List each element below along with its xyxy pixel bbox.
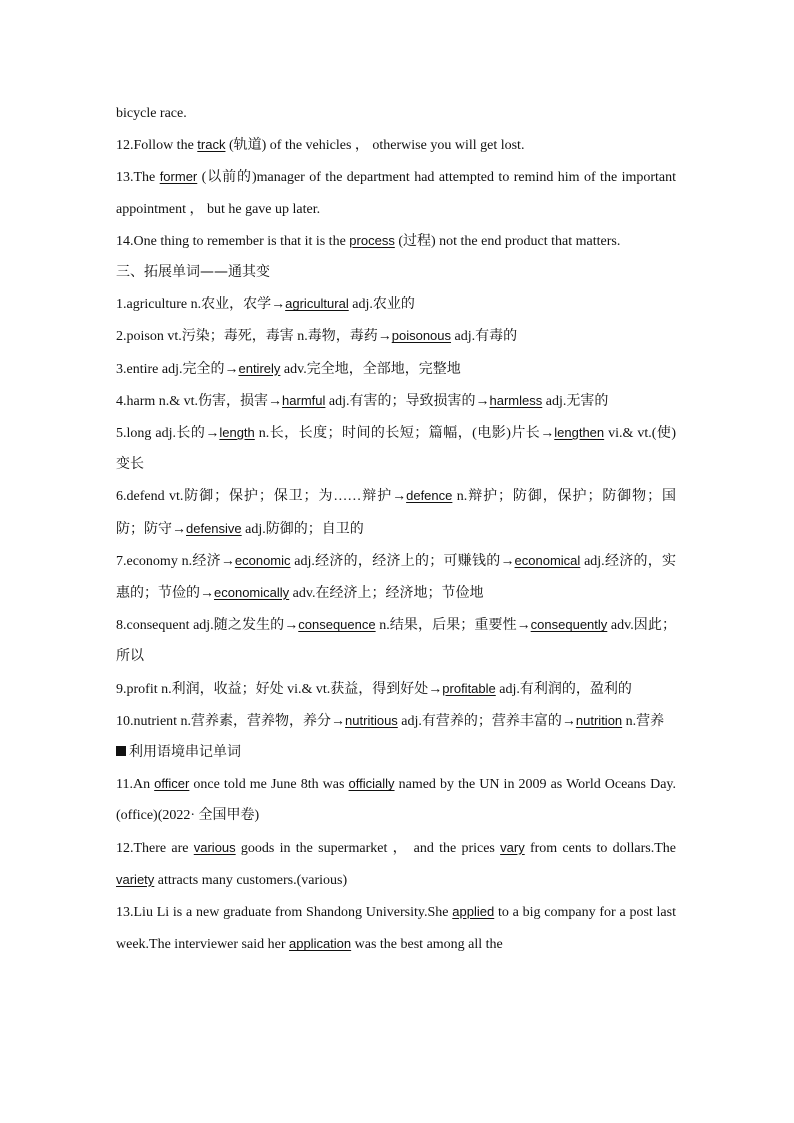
answer-blank: officer bbox=[154, 776, 190, 792]
text-segment: adj.有利润的，盈利的 bbox=[495, 681, 632, 697]
word-family-1 bbox=[116, 288, 676, 320]
text-segment: 6.defend vt.防御；保护；保卫；为……辩护→ bbox=[116, 489, 407, 505]
text-segment: (轨道) of the vehicles ， otherwise you will get lost. bbox=[225, 138, 525, 154]
section-context-words bbox=[116, 768, 676, 960]
answer-blank: officially bbox=[348, 776, 395, 792]
text-segment: 7.economy n.经济→ bbox=[116, 553, 235, 569]
section-heading-context-text: 利用语境串记单词 bbox=[129, 744, 241, 761]
context-sentence-12 bbox=[116, 832, 676, 896]
text-segment: to a big company for a post last week.The interviewer said her bbox=[116, 905, 676, 953]
text-segment: (过程) not the end product that matters. bbox=[394, 233, 621, 249]
word-family-8 bbox=[116, 609, 676, 672]
answer-blank: application bbox=[288, 936, 352, 952]
text-segment: 14.One thing to remember is that it is the bbox=[116, 233, 350, 249]
answer-blank: profitable bbox=[442, 680, 496, 696]
text-segment: adj.有营养的；营养丰富的→ bbox=[397, 713, 576, 729]
text-segment: adj.无害的 bbox=[542, 393, 609, 409]
answer-blank: economical bbox=[514, 552, 581, 568]
section-heading-context-words bbox=[116, 737, 676, 768]
context-sentence-13 bbox=[116, 896, 676, 960]
item-13-former bbox=[116, 161, 676, 224]
text-segment: from cents to dollars.The bbox=[524, 840, 676, 856]
text-segment: 5.long adj.长的→ bbox=[116, 426, 220, 442]
text-segment: 13.Liu Li is a new graduate from Shandong University.She bbox=[116, 905, 453, 921]
text-segment: 4.harm n.& vt.伤害，损害→ bbox=[116, 393, 283, 409]
text-segment: adv.完全地，全部地，完整地 bbox=[280, 361, 461, 377]
text-segment: 3.entire adj.完全的→ bbox=[116, 361, 239, 377]
text-segment: adj.农业的 bbox=[348, 297, 415, 313]
answer-blank: consequence bbox=[298, 617, 376, 633]
section-words-in-context bbox=[116, 98, 676, 257]
answer-blank: process bbox=[349, 232, 395, 248]
text-segment: 12.There are bbox=[116, 840, 194, 856]
text-segment: adj.有害的；导致损害的→ bbox=[325, 393, 490, 409]
text-segment: n.结果，后果；重要性→ bbox=[375, 618, 531, 634]
text-segment: adj.经济的，经济上的；可赚钱的→ bbox=[290, 553, 515, 569]
word-family-10 bbox=[116, 705, 676, 737]
word-family-4 bbox=[116, 385, 676, 417]
answer-blank: various bbox=[193, 839, 236, 855]
text-segment: 10.nutrient n.营养素，营养物，养分→ bbox=[116, 713, 346, 729]
text-segment: 13.The bbox=[116, 170, 160, 186]
text-segment: goods in the supermarket ， and the prices bbox=[235, 840, 501, 856]
text-segment: adj.防御的；自卫的 bbox=[241, 521, 364, 537]
item-12-track bbox=[116, 129, 676, 161]
answer-blank: nutrition bbox=[575, 712, 623, 728]
text-segment: 9.profit n.利润，收益；好处 vi.& vt.获益，得到好处→ bbox=[116, 681, 443, 697]
line-bicycle-race bbox=[116, 98, 676, 129]
text-segment: was the best among all the bbox=[351, 937, 503, 953]
answer-blank: length bbox=[219, 425, 255, 441]
text-segment: 1.agriculture n.农业，农学→ bbox=[116, 297, 286, 313]
word-family-2 bbox=[116, 320, 676, 352]
document-body bbox=[116, 98, 676, 960]
item-14-process bbox=[116, 225, 676, 257]
answer-blank: track bbox=[197, 137, 226, 153]
answer-blank: vary bbox=[500, 839, 525, 855]
answer-blank: harmful bbox=[282, 392, 326, 408]
word-family-5 bbox=[116, 417, 676, 480]
answer-blank: former bbox=[159, 169, 198, 185]
word-family-7 bbox=[116, 545, 676, 609]
text-segment: n.长，长度；时间的长短；篇幅，(电影)片长→ bbox=[254, 426, 555, 442]
text-segment: named by the UN in 2009 as World Oceans Day.(office)(2022· 全国甲卷) bbox=[116, 777, 676, 824]
word-family-3 bbox=[116, 353, 676, 385]
text-segment: 12.Follow the bbox=[116, 138, 198, 154]
word-family-6 bbox=[116, 480, 676, 544]
answer-blank: defence bbox=[406, 488, 453, 504]
answer-blank: lengthen bbox=[554, 425, 605, 441]
black-square-icon bbox=[116, 746, 126, 756]
answer-blank: nutritious bbox=[345, 712, 398, 728]
answer-blank: consequently bbox=[530, 617, 608, 633]
text-segment: (以前的)manager of the department had attempted to remind him of the important appointment ， but he gave up later. bbox=[116, 170, 677, 217]
text-segment: 2.poison vt.污染；毒死，毒害 n.毒物，毒药→ bbox=[116, 329, 392, 345]
answer-blank: agricultural bbox=[285, 296, 349, 312]
answer-blank: harmless bbox=[489, 392, 543, 408]
answer-blank: poisonous bbox=[391, 328, 452, 344]
text-segment: adj.有毒的 bbox=[451, 329, 518, 345]
text-segment: adv.在经济上；经济地；节俭地 bbox=[289, 586, 484, 602]
answer-blank: variety bbox=[116, 871, 155, 887]
context-sentence-11 bbox=[116, 768, 676, 831]
section-heading-expand-words: 三、拓展单词——通其变 bbox=[116, 264, 270, 281]
answer-blank: applied bbox=[452, 904, 495, 920]
answer-blank: entirely bbox=[238, 360, 281, 376]
text-segment: n.辩护；防御，保护；防御物；国防；防守→ bbox=[116, 489, 676, 537]
text-segment: attracts many customers.(various) bbox=[154, 872, 348, 888]
text-segment: adj.经济的，实惠的；节俭的→ bbox=[116, 553, 676, 602]
text-segment: n.营养 bbox=[622, 713, 665, 729]
text-segment: once told me June 8th was bbox=[189, 777, 349, 793]
answer-blank: economically bbox=[214, 585, 290, 601]
answer-blank: economic bbox=[234, 552, 291, 568]
text-segment: adv.因此；所以 bbox=[116, 618, 676, 665]
text-segment: vi.& vt.(使)变长 bbox=[116, 426, 676, 473]
text-segment: 11.An bbox=[116, 777, 155, 793]
word-family-9 bbox=[116, 673, 676, 705]
text-segment: 8.consequent adj.随之发生的→ bbox=[116, 618, 299, 634]
text-segment: bicycle race. bbox=[116, 106, 187, 121]
section-expand-words bbox=[116, 288, 676, 737]
answer-blank: defensive bbox=[186, 520, 242, 536]
